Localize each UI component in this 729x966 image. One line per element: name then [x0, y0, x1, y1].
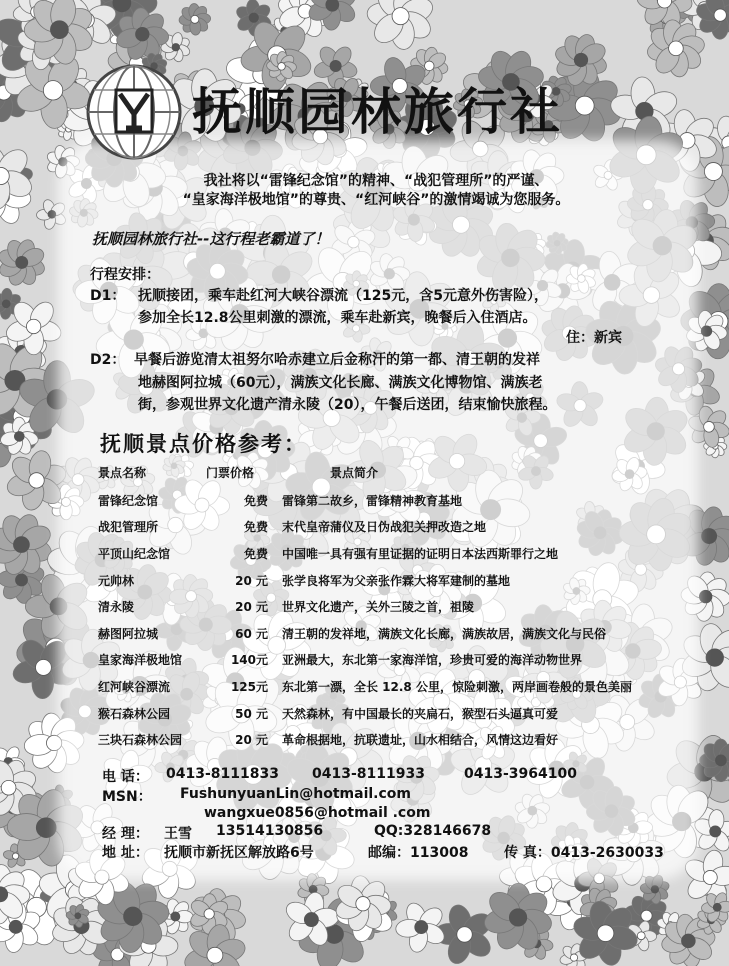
attraction-desc: 天然森林，有中国最长的夹扁石，猴型石头逼真可爱: [282, 706, 559, 721]
table-row: [98, 514, 722, 541]
slogan: 抚顺园林旅行社--这行程老霸道了！: [92, 230, 330, 248]
header-price: 门票价格: [206, 466, 255, 480]
globe-logo-icon: [82, 60, 186, 164]
itinerary-title: 行程安排：: [90, 267, 160, 283]
ticket-price: 免费: [243, 520, 268, 535]
day1-label: D1：: [90, 288, 126, 304]
day1-line-2: 参加全长12.8公里刺激的漂流，乘车赴新宾，晚餐后入住酒店。: [138, 310, 537, 326]
manager-label: 经 理：: [102, 826, 149, 842]
table-row: [98, 487, 722, 514]
manager-name: 王雪: [164, 826, 192, 842]
intro-text: [96, 172, 656, 210]
day2-label: D2：: [90, 352, 126, 368]
attraction-name: 三块石森林公园: [98, 733, 183, 748]
postcode: 邮编：113008: [368, 845, 469, 861]
ticket-price: 50 元: [235, 706, 268, 721]
company-name: 抚顺园林旅行社: [192, 83, 563, 141]
attraction-name: 赫图阿拉城: [98, 626, 159, 641]
attraction-name: 清永陵: [98, 600, 135, 615]
header-name: 景点名称: [98, 466, 147, 480]
ticket-price: 免费: [243, 546, 268, 561]
phone-2: 0413-8111933: [312, 766, 425, 782]
attraction-desc: 东北第一漂，全长 12.8 公里，惊险刺激，两岸画卷般的景色美丽: [282, 679, 632, 694]
ticket-price: 20 元: [235, 573, 268, 588]
ticket-price: 20 元: [235, 733, 268, 748]
header-desc: 景点简介: [330, 466, 379, 480]
table-row: [98, 700, 722, 727]
msn-address-2[interactable]: wangxue0856@hotmail .com: [204, 805, 431, 821]
attraction-name: 雷锋纪念馆: [98, 493, 159, 508]
attraction-desc: 张学良将军为父亲张作霖大将军建制的墓地: [282, 573, 511, 588]
attraction-name: 元帅林: [98, 573, 135, 588]
qq-number: QQ:328146678: [374, 823, 492, 839]
manager-phone: 13514130856: [216, 823, 324, 839]
table-row: [98, 647, 722, 674]
attraction-desc: 中国唯一具有强有里证据的证明日本法西斯罪行之地: [282, 546, 559, 561]
day1-stay: 住：新宾: [566, 330, 622, 346]
table-row: [98, 620, 722, 647]
attraction-desc: 亚洲最大，东北第一家海洋馆，珍贵可爱的海洋动物世界: [282, 653, 583, 668]
ticket-price: 125元: [230, 679, 268, 694]
msn-address-1[interactable]: FushunyuanLin@hotmail.com: [180, 786, 411, 802]
price-section-title: 抚顺景点价格参考：: [100, 432, 307, 456]
attraction-desc: 革命根据地，抗联遗址，山水相结合，风情这边看好: [282, 733, 559, 748]
attraction-table: [98, 487, 722, 753]
table-row: [98, 673, 722, 700]
day2-line-2: 地赫图阿拉城（60元），满族文化长廊、满族文化博物馆、满族老: [138, 375, 543, 391]
ticket-price: 20 元: [235, 600, 268, 615]
msn-label: MSN：: [102, 789, 152, 805]
fax: 传 真：0413-2630033: [504, 845, 664, 861]
intro-line-2: “皇家海洋极地馆”的尊贵、“红河峡谷”的激情竭诚为您服务。: [182, 192, 570, 208]
table-row: [98, 567, 722, 594]
attraction-desc: 清王朝的发祥地，满族文化长廊，满族故居，满族文化与民俗: [282, 626, 607, 641]
day1-line-1: 抚顺接团，乘车赴红河大峡谷漂流（125元，含5元意外伤害险），: [138, 288, 548, 304]
ticket-price: 140元: [230, 653, 268, 668]
attraction-desc: 世界文化遗产，关外三陵之首，祖陵: [282, 600, 475, 615]
table-row: [98, 540, 722, 567]
ticket-price: 60 元: [235, 626, 268, 641]
address-label: 地 址：: [102, 845, 149, 861]
day2-line-1: 早餐后游览清太祖努尔哈赤建立后金称汗的第一都、清王朝的发祥: [134, 352, 540, 368]
attraction-name: 皇家海洋极地馆: [98, 653, 183, 668]
ticket-price: 免费: [243, 493, 268, 508]
attraction-desc: 雷锋第二故乡，雷锋精神教育基地: [282, 493, 463, 508]
attraction-name: 平顶山纪念馆: [98, 546, 171, 561]
phone-1: 0413-8111833: [166, 766, 279, 782]
attraction-name: 猴石森林公园: [98, 706, 171, 721]
address: 抚顺市新抚区解放路6号: [164, 845, 314, 861]
attraction-name: 战犯管理所: [98, 520, 159, 535]
intro-line-1: 我社将以“雷锋纪念馆”的精神、“战犯管理所”的严谨、: [203, 173, 549, 189]
table-row: [98, 593, 722, 620]
day2-line-3: 街，参观世界文化遗产清永陵（20），午餐后送团，结束愉快旅程。: [138, 397, 557, 413]
phone-label: 电 话：: [102, 769, 149, 785]
phone-3: 0413-3964100: [464, 766, 577, 782]
table-row: [98, 726, 722, 753]
attraction-desc: 末代皇帝蒲仪及日伪战犯关押改造之地: [282, 520, 487, 535]
attraction-name: 红河峡谷漂流: [98, 679, 171, 694]
